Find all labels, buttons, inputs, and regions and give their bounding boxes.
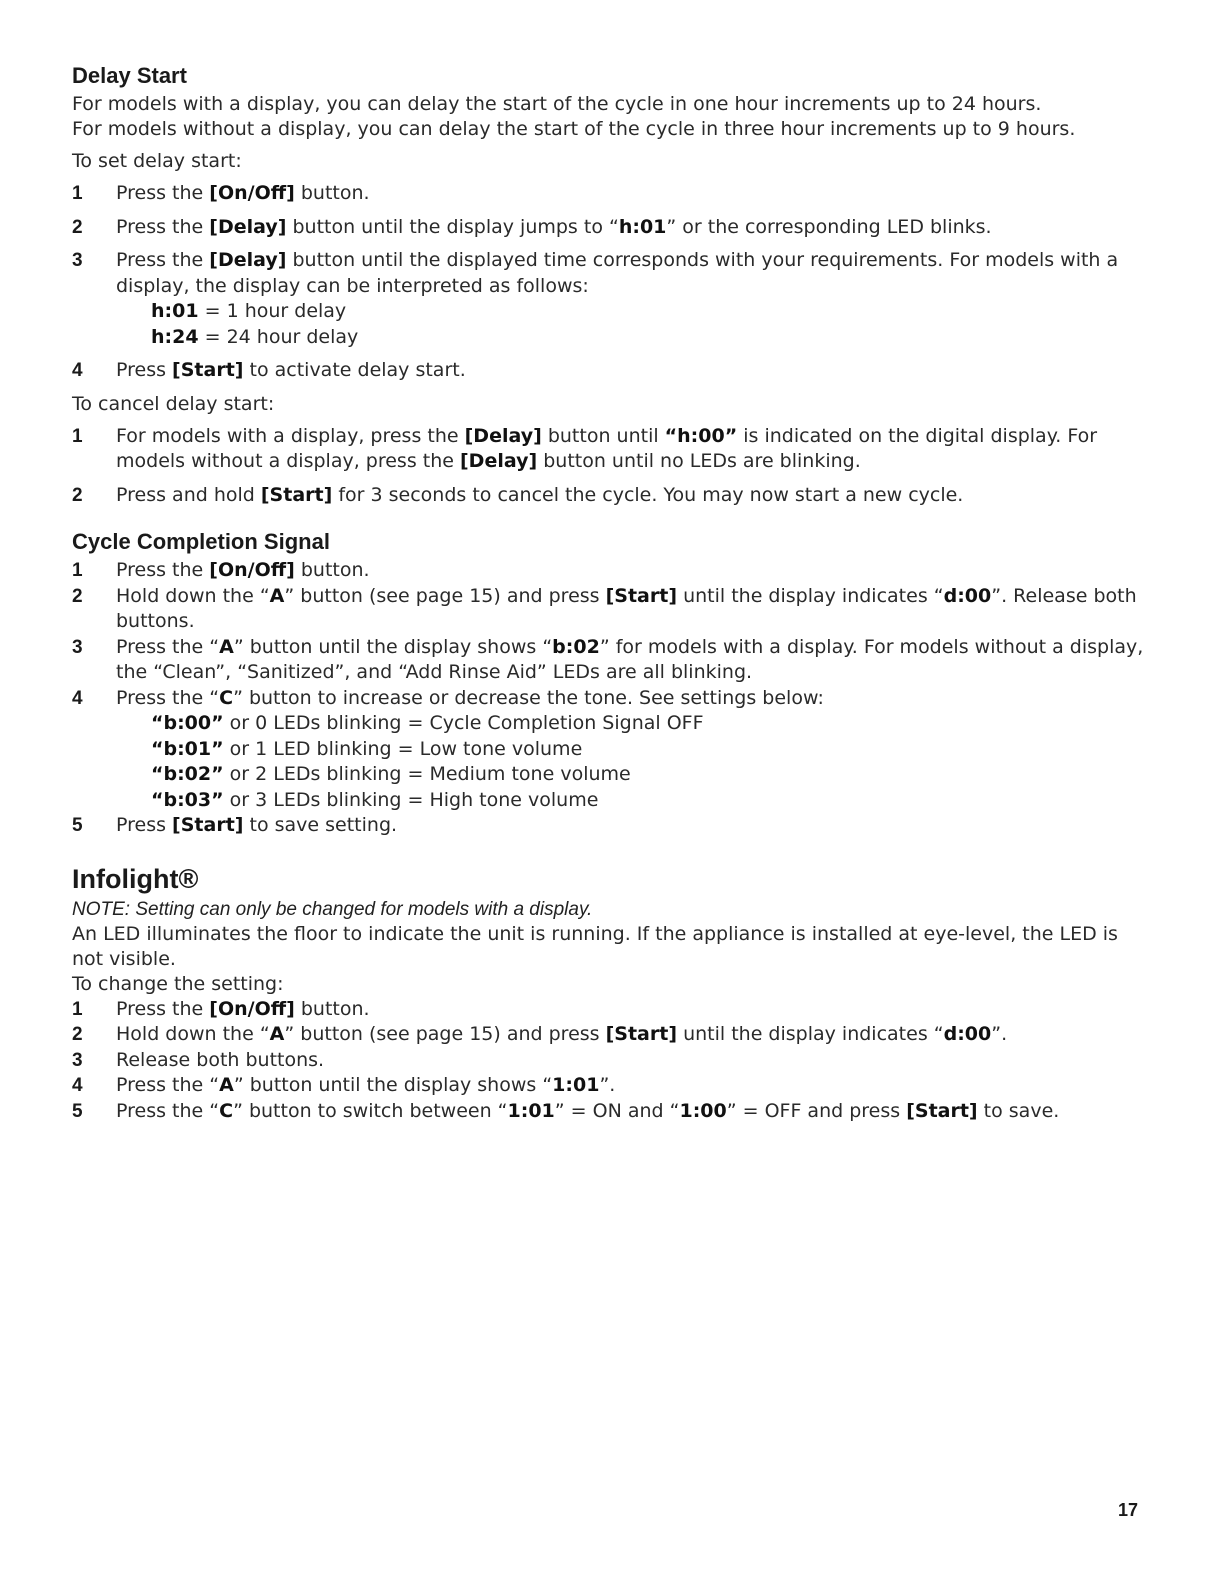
delay-start-heading: Delay Start [72, 63, 187, 88]
manual-page [72, 60, 1147, 1124]
tone-setting-b00: “b:00” or 0 LEDs blinking = Cycle Completion Signal OFF [151, 712, 704, 734]
infolight-step-3: 3 Release both buttons. [72, 1048, 325, 1071]
infolight-description: An LED illuminates the floor to indicate the unit is running. If the appliance is installed at eye-level, the LED is not visible. [72, 922, 1118, 970]
change-setting-label: To change the setting: [72, 972, 284, 995]
tone-setting-b01: “b:01” or 1 LED blinking = Low tone volume [151, 737, 583, 760]
infolight-step-4: 4 Press the “A” button until the display shows “1:01”. [72, 1074, 616, 1096]
tone-setting-b03: “b:03” or 3 LEDs blinking = High tone volume [151, 788, 599, 811]
set-delay-step-1: 1 Press the [On/Off] button. [72, 182, 370, 204]
delay-intro-with-display: For models with a display, you can delay the start of the cycle in one hour increments up to 24 hours. [72, 93, 1042, 115]
cycle-step-2: 2 Hold down the “A” button (see page 15) and press [Start] until the display indicates “d:00”. Release both buttons. [72, 584, 1137, 632]
tone-setting-b02: “b:02” or 2 LEDs blinking = Medium tone volume [151, 763, 631, 785]
delay-intro-without-display: For models without a display, you can delay the start of the cycle in three hour increments up to 9 hours. [72, 118, 1076, 140]
cancel-delay-step-2: 2 Press and hold [Start] for 3 seconds to cancel the cycle. You may now start a new cycle. [72, 483, 964, 506]
page-number: 17 [1118, 1500, 1139, 1520]
infolight-step-5: 5 Press the “C” button to switch between “1:01” = ON and “1:00” = OFF and press [Start] to save. [72, 1099, 1060, 1122]
delay-setting-h24: h:24 = 24 hour delay [151, 325, 359, 348]
infolight-step-1: 1 Press the [On/Off] button. [72, 997, 370, 1020]
cycle-step-5: 5 Press [Start] to save setting. [72, 814, 398, 836]
infolight-heading: Infolight® [72, 863, 199, 894]
cancel-delay-label: To cancel delay start: [72, 392, 275, 415]
cycle-step-4: 4 Press the “C” button to increase or decrease the tone. See settings below: [72, 686, 824, 709]
set-delay-step-3: 3 Press the [Delay] button until the displayed time corresponds with your requirements. For models with a display, the display can be interpreted as follows: [72, 249, 1119, 297]
cycle-step-1: 1 Press the [On/Off] button. [72, 559, 370, 581]
cycle-signal-heading: Cycle Completion Signal [72, 529, 330, 554]
cancel-delay-step-1: 1 For models with a display, press the [Delay] button until “h:00” is indicated on the digital display. For models without a display, press the [Delay] button until no LEDs are blinking. [72, 424, 1098, 472]
set-delay-step-4: 4 Press [Start] to activate delay start. [72, 359, 466, 381]
cycle-step-3: 3 Press the “A” button until the display shows “b:02” for models with a display. For models without a display, the “Clean”, “Sanitized”, and “Add Rinse Aid” LEDs are all blinking. [72, 635, 1144, 683]
set-delay-label: To set delay start: [72, 150, 242, 172]
delay-setting-h01: h:01 = 1 hour delay [151, 300, 347, 322]
infolight-note: NOTE: Setting can only be changed for models with a display. [72, 898, 593, 920]
infolight-step-2: 2 Hold down the “A” button (see page 15) and press [Start] until the display indicates “d:00”. [72, 1023, 1008, 1045]
set-delay-step-2: 2 Press the [Delay] button until the display jumps to “h:01” or the corresponding LED blinks. [72, 215, 992, 238]
